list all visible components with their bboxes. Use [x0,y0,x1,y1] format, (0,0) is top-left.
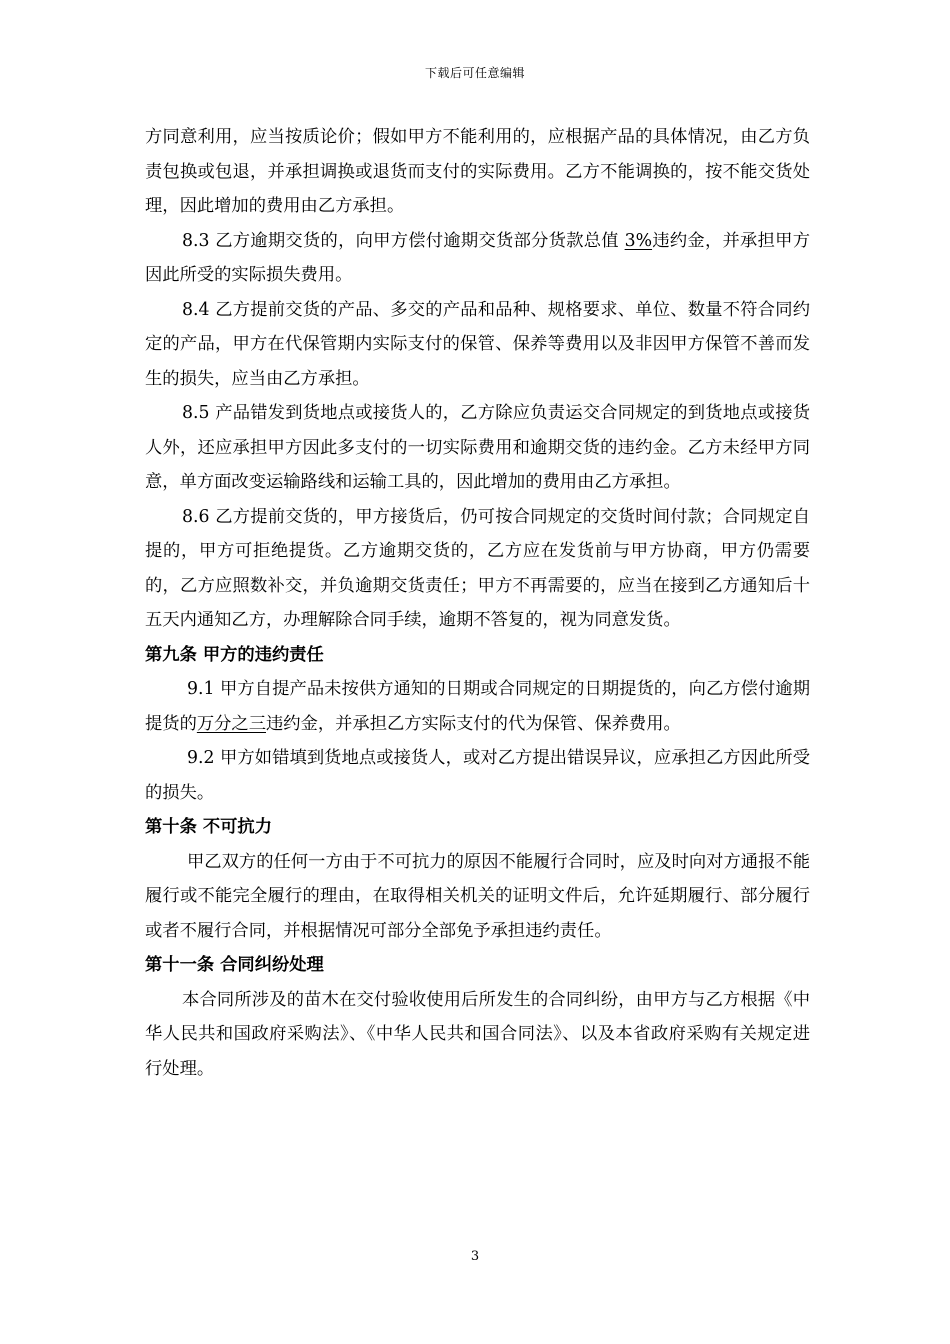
article-11-heading: 第十一条 合同纠纷处理 [145,955,324,975]
article-11-body: 本合同所涉及的苗木在交付验收使用后所发生的合同纠纷，由甲方与乙方根据《中华人民共和国政府采购法》、《中华人民共和国合同法》、以及本省政府采购有关规定进行处理。 [145,989,810,1079]
clause-9-1-text-a: 9.1 甲方自提产品未按供方通知的日期或合同规定的日期提货的，向乙方偿付逾期提货的 [145,679,810,734]
paragraph-continued: 方同意利用，应当按质论价；假如甲方不能利用的，应根据产品的具体情况，由乙方负责包换或包退，并承担调换或退货而支付的实际费用。乙方不能调换的，按不能交货处理，因此增加的费用由乙方承担。 [145,127,810,216]
document-body [145,120,810,1086]
clause-9-2: 9.2 甲方如错填到货地点或接货人，或对乙方提出错误异议，应承担乙方因此所受的损失。 [145,748,810,803]
clause-9-1-text-b: 违约金，并承担乙方实际支付的代为保管、保养费用。 [266,713,681,734]
clause-8-3 [145,224,810,293]
article-9-heading: 第九条 甲方的违约责任 [145,644,324,665]
penalty-rate: 万分之三 [196,713,266,734]
article-10-heading: 第十条 不可抗力 [145,817,272,837]
penalty-rate: 3% [624,230,653,251]
clause-8-3-text-b: 违约金，并承担甲方因此所受的实际损失费用。 [145,230,810,285]
article-10-body: 甲乙双方的任何一方由于不可抗力的原因不能履行合同时，应及时向对方通报不能履行或不能完全履行的理由，在取得相关机关的证明文件后，允许延期履行、部分履行或者不履行合同，并根据情况可部分全部免予承担违约责任。 [145,851,810,941]
page-header: 下载后可任意编辑 [424,66,525,80]
clause-8-3-text-a: 8.3 乙方逾期交货的，向甲方偿付逾期交货部分货款总值 [182,230,625,251]
clause-8-5: 8.5 产品错发到货地点或接货人的，乙方除应负责运交合同规定的到货地点或接货人外，还应承担甲方因此多支付的一切实际费用和逾期交货的违约金。乙方未经甲方同意，单方面改变运输路线和运输工具的，因此增加的费用由乙方承担。 [145,403,810,492]
clause-8-4: 8.4 乙方提前交货的产品、多交的产品和品种、规格要求、单位、数量不符合同约定的产品，甲方在代保管期内实际支付的保管、保养等费用以及非因甲方保管不善而发生的损失，应当由乙方承担。 [145,299,810,389]
clause-9-1 [145,672,810,741]
page-number: 3 [470,1249,480,1264]
clause-8-6: 8.6 乙方提前交货的，甲方接货后，仍可按合同规定的交货时间付款；合同规定自提的，甲方可拒绝提货。乙方逾期交货的，乙方应在发货前与甲方协商，甲方仍需要的，乙方应照数补交，并负逾期交货责任；甲方不再需要的，应当在接到乙方通知后十五天内通知乙方，办理解除合同手续，逾期不答复的，视为同意发货。 [145,506,810,630]
